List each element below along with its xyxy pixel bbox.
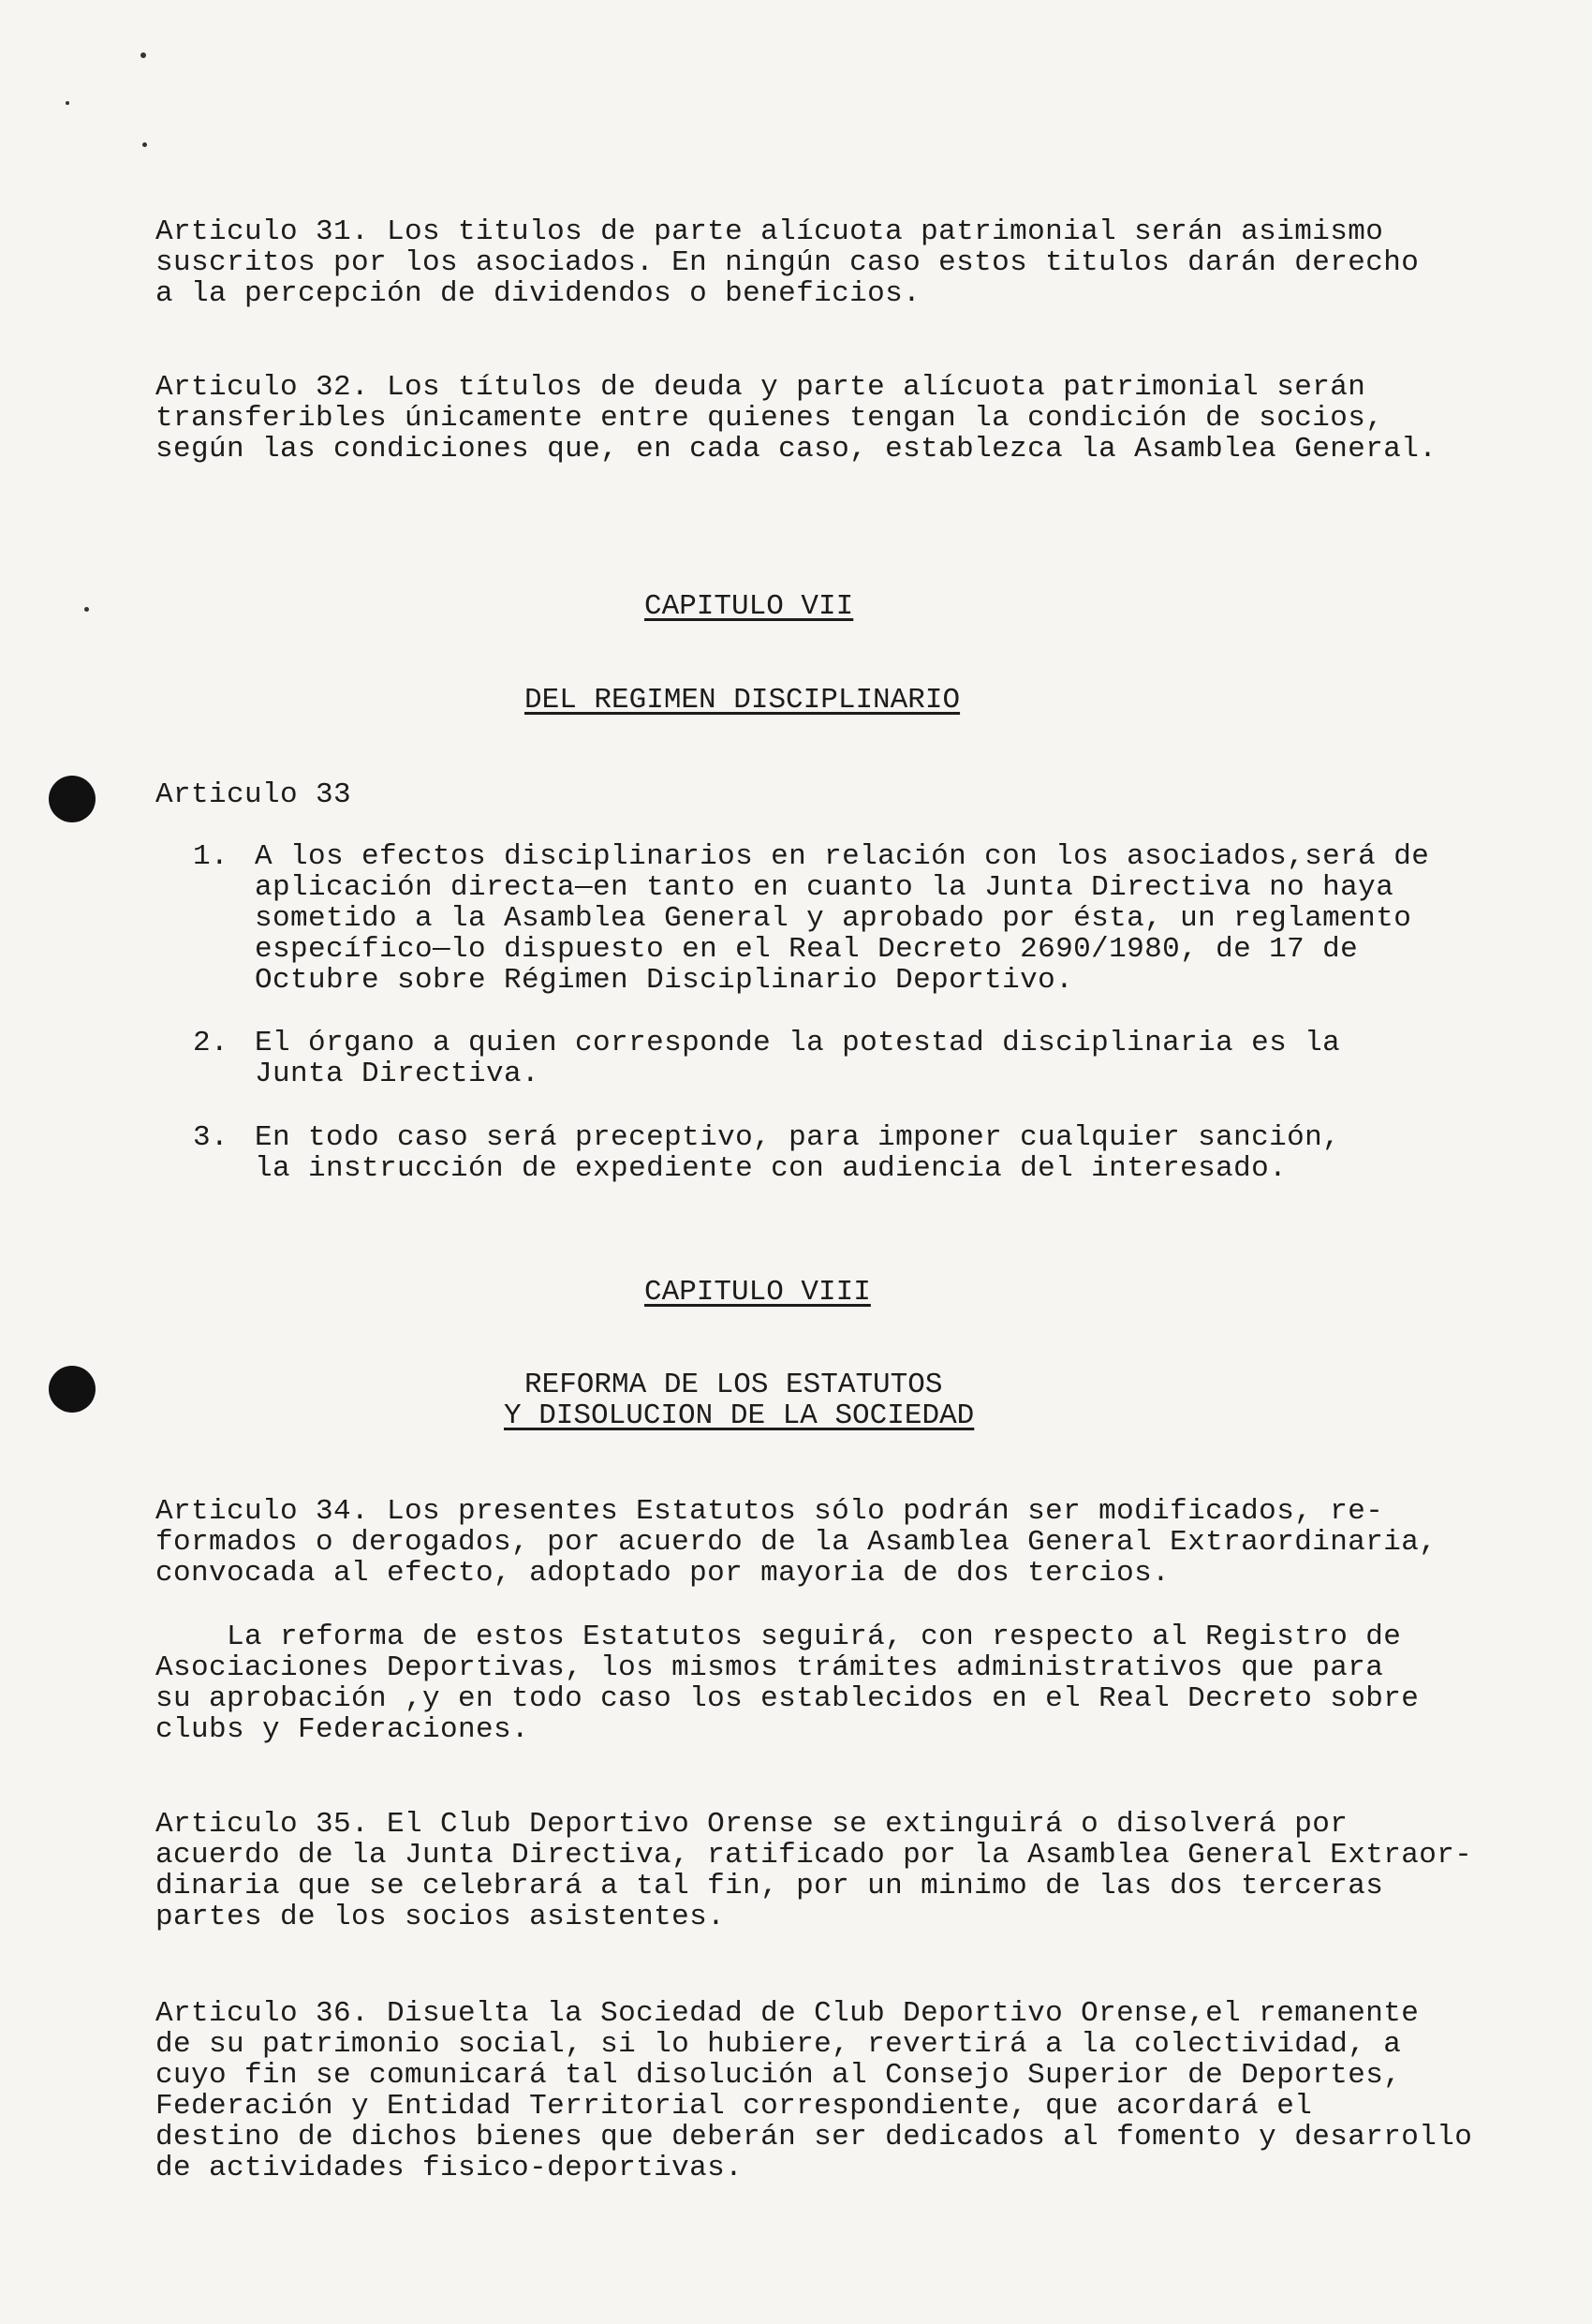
art33-item-1-number: 1. xyxy=(193,840,229,873)
chapter-7-title: CAPITULO VII xyxy=(644,590,854,623)
art31-line-1: Articulo 31. Los titulos de parte alícuota patrimonial serán asimismo xyxy=(155,215,1384,248)
art34-para2-line-3: su aprobación ,y en todo caso los establecidos en el Real Decreto sobre xyxy=(155,1682,1420,1715)
ink-speck xyxy=(142,142,147,147)
art34-line-3: convocada al efecto, adoptado por mayoria de dos tercios. xyxy=(155,1557,1171,1590)
art36-line-1: Articulo 36. Disuelta la Sociedad de Club Deportivo Orense,el remanente xyxy=(155,1997,1420,2030)
art32-line-3: según las condiciones que, en cada caso, establezca la Asamblea General. xyxy=(155,433,1437,466)
art35-line-1: Articulo 35. El Club Deportivo Orense se extinguirá o disolverá por xyxy=(155,1808,1349,1841)
ink-speck xyxy=(140,52,146,58)
art36-line-4: Federación y Entidad Territorial correspondiente, que acordará el xyxy=(155,2090,1313,2123)
art33-item-2-number: 2. xyxy=(193,1027,229,1059)
art31-line-2: suscritos por los asociados. En ningún caso estos titulos darán derecho xyxy=(155,246,1420,279)
chapter-8-subtitle-line-1: REFORMA DE LOS ESTATUTOS xyxy=(524,1369,943,1401)
art33-item-1-line-5: Octubre sobre Régimen Disciplinario Deportivo. xyxy=(255,964,1074,997)
art35-line-2: acuerdo de la Junta Directiva, ratificado por la Asamblea General Extraor- xyxy=(155,1839,1473,1872)
art34-para2-line-1: La reforma de estos Estatutos seguirá, con respecto al Registro de xyxy=(155,1621,1402,1653)
art33-item-1-line-4: específico—lo dispuesto en el Real Decreto 2690/1980, de 17 de xyxy=(255,933,1359,966)
chapter-8-title: CAPITULO VIII xyxy=(644,1276,871,1309)
chapter-7-subtitle: DEL REGIMEN DISCIPLINARIO xyxy=(524,684,961,717)
ink-speck xyxy=(66,101,69,105)
art33-item-1-line-1: A los efectos disciplinarios en relación con los asociados,será de xyxy=(255,840,1430,873)
art34-line-2: formados o derogados, por acuerdo de la Asamblea General Extraordinaria, xyxy=(155,1526,1437,1559)
art32-line-1: Articulo 32. Los títulos de deuda y parte alícuota patrimonial serán xyxy=(155,371,1366,404)
art34-line-1: Articulo 34. Los presentes Estatutos sólo podrán ser modificados, re- xyxy=(155,1495,1384,1528)
art35-line-4: partes de los socios asistentes. xyxy=(155,1901,726,1933)
art36-line-2: de su patrimonio social, si lo hubiere, revertirá a la colectividad, a xyxy=(155,2028,1402,2061)
art36-line-3: cuyo fin se comunicará tal disolución al Consejo Superior de Deportes, xyxy=(155,2059,1402,2092)
art33-item-2-line-2: Junta Directiva. xyxy=(255,1058,540,1090)
art33-item-3-line-1: En todo caso será preceptivo, para imponer cualquier sanción, xyxy=(255,1121,1341,1154)
art33-item-3-number: 3. xyxy=(193,1121,229,1154)
art31-line-3: a la percepción de dividendos o beneficios. xyxy=(155,277,921,310)
art34-para2-line-4: clubs y Federaciones. xyxy=(155,1713,530,1746)
art33-heading: Articulo 33 xyxy=(155,778,352,811)
ink-speck xyxy=(84,607,89,612)
art34-para2-line-2: Asociaciones Deportivas, los mismos trámites administrativos que para xyxy=(155,1651,1384,1684)
art33-item-2-line-1: El órgano a quien corresponde la potestad disciplinaria es la xyxy=(255,1027,1341,1059)
punch-hole-bottom xyxy=(49,1366,96,1413)
art36-line-6: de actividades fisico-deportivas. xyxy=(155,2152,744,2184)
punch-hole-top xyxy=(49,776,96,822)
chapter-8-subtitle-line-2: Y DISOLUCION DE LA SOCIEDAD xyxy=(504,1399,975,1432)
art35-line-3: dinaria que se celebrará a tal fin, por un minimo de las dos terceras xyxy=(155,1870,1384,1902)
art33-item-3-line-2: la instrucción de expediente con audiencia del interesado. xyxy=(255,1152,1288,1185)
art32-line-2: transferibles únicamente entre quienes tengan la condición de socios, xyxy=(155,402,1384,435)
art33-item-1-line-2: aplicación directa—en tanto en cuanto la Junta Directiva no haya xyxy=(255,871,1394,904)
art33-item-1-line-3: sometido a la Asamblea General y aprobado por ésta, un reglamento xyxy=(255,902,1412,935)
art36-line-5: destino de dichos bienes que deberán ser dedicados al fomento y desarrollo xyxy=(155,2121,1473,2154)
